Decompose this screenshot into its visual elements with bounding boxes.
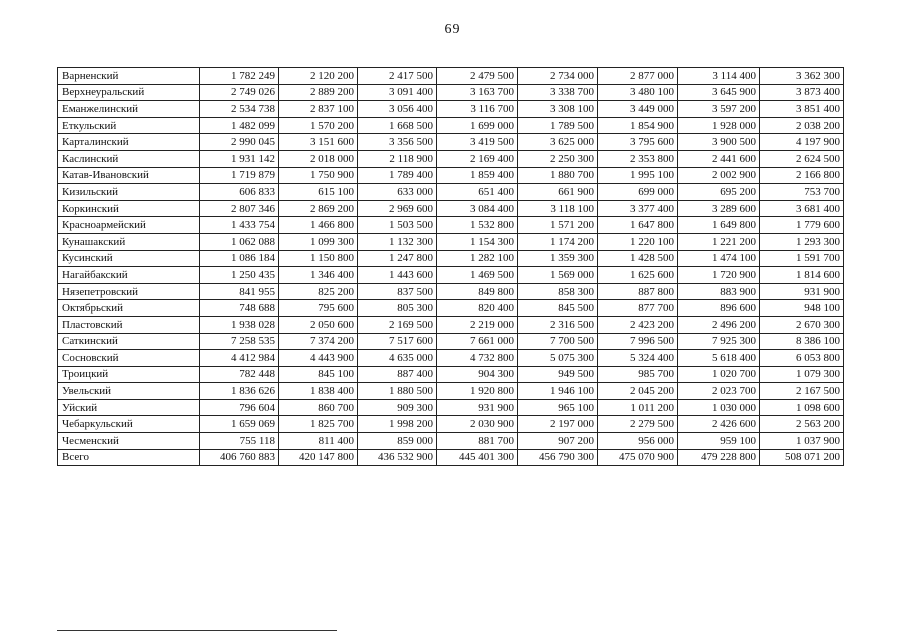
district-name-cell: Варненский (58, 68, 200, 85)
value-cell: 837 500 (358, 283, 437, 300)
value-cell: 3 118 100 (518, 200, 598, 217)
value-cell: 3 084 400 (437, 200, 518, 217)
value-cell: 2 624 500 (760, 150, 844, 167)
value-cell: 805 300 (358, 300, 437, 317)
value-cell: 1 154 300 (437, 233, 518, 250)
value-cell: 3 681 400 (760, 200, 844, 217)
value-cell: 1 474 100 (678, 250, 760, 267)
district-name-cell: Пластовский (58, 316, 200, 333)
value-cell: 699 000 (598, 184, 678, 201)
district-name-cell: Кунашакский (58, 233, 200, 250)
value-cell: 2 969 600 (358, 200, 437, 217)
value-cell: 965 100 (518, 399, 598, 416)
district-name-cell: Еманжелинский (58, 101, 200, 118)
value-cell: 1 079 300 (760, 366, 844, 383)
value-cell: 7 258 535 (200, 333, 279, 350)
value-cell: 1 920 800 (437, 383, 518, 400)
value-cell: 1 221 200 (678, 233, 760, 250)
value-cell: 2 316 500 (518, 316, 598, 333)
value-cell: 1 998 200 (358, 416, 437, 433)
value-cell: 5 075 300 (518, 350, 598, 367)
value-cell: 1 011 200 (598, 399, 678, 416)
value-cell: 859 000 (358, 433, 437, 450)
value-cell: 436 532 900 (358, 449, 437, 466)
value-cell: 1 150 800 (279, 250, 358, 267)
table-row (58, 200, 844, 217)
value-cell: 661 900 (518, 184, 598, 201)
value-cell: 1 428 500 (598, 250, 678, 267)
value-cell: 2 807 346 (200, 200, 279, 217)
budget-table (57, 67, 844, 466)
value-cell: 907 200 (518, 433, 598, 450)
value-cell: 3 625 000 (518, 134, 598, 151)
table-row (58, 68, 844, 85)
value-cell: 5 324 400 (598, 350, 678, 367)
value-cell: 1 098 600 (760, 399, 844, 416)
value-cell: 1 838 400 (279, 383, 358, 400)
value-cell: 1 099 300 (279, 233, 358, 250)
value-cell: 4 443 900 (279, 350, 358, 367)
value-cell: 633 000 (358, 184, 437, 201)
value-cell: 3 377 400 (598, 200, 678, 217)
value-cell: 795 600 (279, 300, 358, 317)
value-cell: 2 045 200 (598, 383, 678, 400)
table-body (58, 68, 844, 466)
value-cell: 508 071 200 (760, 449, 844, 466)
value-cell: 1 571 200 (518, 217, 598, 234)
value-cell: 2 169 500 (358, 316, 437, 333)
value-cell: 1 928 000 (678, 117, 760, 134)
district-name-cell: Сосновский (58, 350, 200, 367)
table-row (58, 416, 844, 433)
value-cell: 3 419 500 (437, 134, 518, 151)
value-cell: 2 441 600 (678, 150, 760, 167)
value-cell: 6 053 800 (760, 350, 844, 367)
value-cell: 1 750 900 (279, 167, 358, 184)
value-cell: 845 100 (279, 366, 358, 383)
value-cell: 2 426 600 (678, 416, 760, 433)
value-cell: 1 854 900 (598, 117, 678, 134)
district-name-cell: Октябрьский (58, 300, 200, 317)
table-row (58, 300, 844, 317)
table-row (58, 217, 844, 234)
district-name-cell: Чебаркульский (58, 416, 200, 433)
value-cell: 2 169 400 (437, 150, 518, 167)
value-cell: 4 197 900 (760, 134, 844, 151)
value-cell: 1 359 300 (518, 250, 598, 267)
value-cell: 2 877 000 (598, 68, 678, 85)
value-cell: 1 174 200 (518, 233, 598, 250)
value-cell: 1 293 300 (760, 233, 844, 250)
value-cell: 2 050 600 (279, 316, 358, 333)
value-cell: 1 569 000 (518, 267, 598, 284)
table-row (58, 101, 844, 118)
value-cell: 456 790 300 (518, 449, 598, 466)
district-name-cell: Каслинский (58, 150, 200, 167)
value-cell: 1 132 300 (358, 233, 437, 250)
value-cell: 7 925 300 (678, 333, 760, 350)
value-cell: 2 496 200 (678, 316, 760, 333)
value-cell: 1 720 900 (678, 267, 760, 284)
value-cell: 1 649 800 (678, 217, 760, 234)
district-name-cell: Карталинский (58, 134, 200, 151)
value-cell: 7 700 500 (518, 333, 598, 350)
value-cell: 755 118 (200, 433, 279, 450)
value-cell: 2 219 000 (437, 316, 518, 333)
value-cell: 3 163 700 (437, 84, 518, 101)
value-cell: 1 247 800 (358, 250, 437, 267)
table-row (58, 399, 844, 416)
table-row (58, 333, 844, 350)
value-cell: 1 789 500 (518, 117, 598, 134)
value-cell: 3 645 900 (678, 84, 760, 101)
value-cell: 3 116 700 (437, 101, 518, 118)
value-cell: 1 062 088 (200, 233, 279, 250)
value-cell: 2 038 200 (760, 117, 844, 134)
value-cell: 7 996 500 (598, 333, 678, 350)
table-row (58, 134, 844, 151)
value-cell: 2 167 500 (760, 383, 844, 400)
value-cell: 3 289 600 (678, 200, 760, 217)
value-cell: 2 166 800 (760, 167, 844, 184)
value-cell: 2 417 500 (358, 68, 437, 85)
table-row (58, 383, 844, 400)
table-row (58, 84, 844, 101)
value-cell: 2 423 200 (598, 316, 678, 333)
district-name-cell: Еткульский (58, 117, 200, 134)
value-cell: 1 532 800 (437, 217, 518, 234)
value-cell: 2 197 000 (518, 416, 598, 433)
value-cell: 651 400 (437, 184, 518, 201)
footnote-divider (57, 630, 337, 631)
value-cell: 1 668 500 (358, 117, 437, 134)
district-name-cell: Троицкий (58, 366, 200, 383)
district-name-cell: Катав-Ивановский (58, 167, 200, 184)
table-row (58, 150, 844, 167)
value-cell: 1 625 600 (598, 267, 678, 284)
value-cell: 1 789 400 (358, 167, 437, 184)
value-cell: 1 938 028 (200, 316, 279, 333)
value-cell: 959 100 (678, 433, 760, 450)
value-cell: 1 859 400 (437, 167, 518, 184)
table-row (58, 433, 844, 450)
value-cell: 2 563 200 (760, 416, 844, 433)
value-cell: 7 517 600 (358, 333, 437, 350)
value-cell: 2 670 300 (760, 316, 844, 333)
value-cell: 1 946 100 (518, 383, 598, 400)
table-row (58, 184, 844, 201)
value-cell: 406 760 883 (200, 449, 279, 466)
value-cell: 2 479 500 (437, 68, 518, 85)
value-cell: 1 699 000 (437, 117, 518, 134)
value-cell: 3 795 600 (598, 134, 678, 151)
value-cell: 1 782 249 (200, 68, 279, 85)
value-cell: 1 570 200 (279, 117, 358, 134)
district-name-cell: Чесменский (58, 433, 200, 450)
value-cell: 3 900 500 (678, 134, 760, 151)
district-name-cell: Коркинский (58, 200, 200, 217)
value-cell: 1 020 700 (678, 366, 760, 383)
value-cell: 877 700 (598, 300, 678, 317)
value-cell: 2 002 900 (678, 167, 760, 184)
page-number: 69 (444, 22, 461, 37)
district-name-cell: Нязепетровский (58, 283, 200, 300)
table-row (58, 117, 844, 134)
value-cell: 2 353 800 (598, 150, 678, 167)
value-cell: 1 659 069 (200, 416, 279, 433)
district-name-cell: Саткинский (58, 333, 200, 350)
value-cell: 3 873 400 (760, 84, 844, 101)
value-cell: 4 635 000 (358, 350, 437, 367)
value-cell: 1 836 626 (200, 383, 279, 400)
value-cell: 3 851 400 (760, 101, 844, 118)
value-cell: 1 779 600 (760, 217, 844, 234)
value-cell: 1 250 435 (200, 267, 279, 284)
value-cell: 606 833 (200, 184, 279, 201)
value-cell: 4 412 984 (200, 350, 279, 367)
value-cell: 2 279 500 (598, 416, 678, 433)
value-cell: 2 023 700 (678, 383, 760, 400)
value-cell: 1 030 000 (678, 399, 760, 416)
total-row (58, 449, 844, 466)
value-cell: 931 900 (760, 283, 844, 300)
table-row (58, 167, 844, 184)
value-cell: 3 597 200 (678, 101, 760, 118)
value-cell: 845 500 (518, 300, 598, 317)
value-cell: 1 346 400 (279, 267, 358, 284)
value-cell: 849 800 (437, 283, 518, 300)
value-cell: 8 386 100 (760, 333, 844, 350)
value-cell: 881 700 (437, 433, 518, 450)
value-cell: 2 734 000 (518, 68, 598, 85)
value-cell: 7 661 000 (437, 333, 518, 350)
value-cell: 858 300 (518, 283, 598, 300)
value-cell: 796 604 (200, 399, 279, 416)
value-cell: 2 889 200 (279, 84, 358, 101)
district-name-cell: Увельский (58, 383, 200, 400)
district-name-cell: Всего (58, 449, 200, 466)
value-cell: 2 250 300 (518, 150, 598, 167)
value-cell: 820 400 (437, 300, 518, 317)
value-cell: 3 151 600 (279, 134, 358, 151)
value-cell: 1 880 500 (358, 383, 437, 400)
value-cell: 2 990 045 (200, 134, 279, 151)
value-cell: 3 480 100 (598, 84, 678, 101)
value-cell: 3 362 300 (760, 68, 844, 85)
district-name-cell: Кизильский (58, 184, 200, 201)
value-cell: 3 114 400 (678, 68, 760, 85)
table-row (58, 233, 844, 250)
value-cell: 909 300 (358, 399, 437, 416)
value-cell: 3 449 000 (598, 101, 678, 118)
district-name-cell: Красноармейский (58, 217, 200, 234)
value-cell: 2 018 000 (279, 150, 358, 167)
value-cell: 2 534 738 (200, 101, 279, 118)
value-cell: 5 618 400 (678, 350, 760, 367)
value-cell: 3 091 400 (358, 84, 437, 101)
value-cell: 782 448 (200, 366, 279, 383)
value-cell: 904 300 (437, 366, 518, 383)
value-cell: 1 719 879 (200, 167, 279, 184)
table-row (58, 250, 844, 267)
value-cell: 1 466 800 (279, 217, 358, 234)
value-cell: 2 030 900 (437, 416, 518, 433)
value-cell: 1 880 700 (518, 167, 598, 184)
value-cell: 445 401 300 (437, 449, 518, 466)
value-cell: 3 338 700 (518, 84, 598, 101)
value-cell: 1 037 900 (760, 433, 844, 450)
value-cell: 420 147 800 (279, 449, 358, 466)
value-cell: 860 700 (279, 399, 358, 416)
district-name-cell: Уйский (58, 399, 200, 416)
district-name-cell: Нагайбакский (58, 267, 200, 284)
value-cell: 985 700 (598, 366, 678, 383)
value-cell: 1 469 500 (437, 267, 518, 284)
value-cell: 1 931 142 (200, 150, 279, 167)
value-cell: 4 732 800 (437, 350, 518, 367)
value-cell: 841 955 (200, 283, 279, 300)
table-row (58, 267, 844, 284)
value-cell: 2 749 026 (200, 84, 279, 101)
value-cell: 1 086 184 (200, 250, 279, 267)
value-cell: 931 900 (437, 399, 518, 416)
value-cell: 475 070 900 (598, 449, 678, 466)
value-cell: 2 120 200 (279, 68, 358, 85)
value-cell: 3 356 500 (358, 134, 437, 151)
value-cell: 825 200 (279, 283, 358, 300)
value-cell: 896 600 (678, 300, 760, 317)
value-cell: 956 000 (598, 433, 678, 450)
value-cell: 2 837 100 (279, 101, 358, 118)
value-cell: 1 825 700 (279, 416, 358, 433)
value-cell: 811 400 (279, 433, 358, 450)
value-cell: 748 688 (200, 300, 279, 317)
value-cell: 1 814 600 (760, 267, 844, 284)
table-row (58, 366, 844, 383)
value-cell: 1 282 100 (437, 250, 518, 267)
value-cell: 949 500 (518, 366, 598, 383)
value-cell: 1 220 100 (598, 233, 678, 250)
value-cell: 1 647 800 (598, 217, 678, 234)
value-cell: 887 800 (598, 283, 678, 300)
table-row (58, 316, 844, 333)
table-row (58, 283, 844, 300)
value-cell: 887 400 (358, 366, 437, 383)
value-cell: 1 433 754 (200, 217, 279, 234)
district-name-cell: Кусинский (58, 250, 200, 267)
value-cell: 2 118 900 (358, 150, 437, 167)
value-cell: 1 503 500 (358, 217, 437, 234)
value-cell: 883 900 (678, 283, 760, 300)
value-cell: 948 100 (760, 300, 844, 317)
value-cell: 615 100 (279, 184, 358, 201)
value-cell: 3 056 400 (358, 101, 437, 118)
value-cell: 479 228 800 (678, 449, 760, 466)
value-cell: 7 374 200 (279, 333, 358, 350)
value-cell: 3 308 100 (518, 101, 598, 118)
table-row (58, 350, 844, 367)
value-cell: 1 995 100 (598, 167, 678, 184)
value-cell: 2 869 200 (279, 200, 358, 217)
value-cell: 753 700 (760, 184, 844, 201)
district-name-cell: Верхнеуральский (58, 84, 200, 101)
value-cell: 1 443 600 (358, 267, 437, 284)
value-cell: 695 200 (678, 184, 760, 201)
value-cell: 1 591 700 (760, 250, 844, 267)
value-cell: 1 482 099 (200, 117, 279, 134)
